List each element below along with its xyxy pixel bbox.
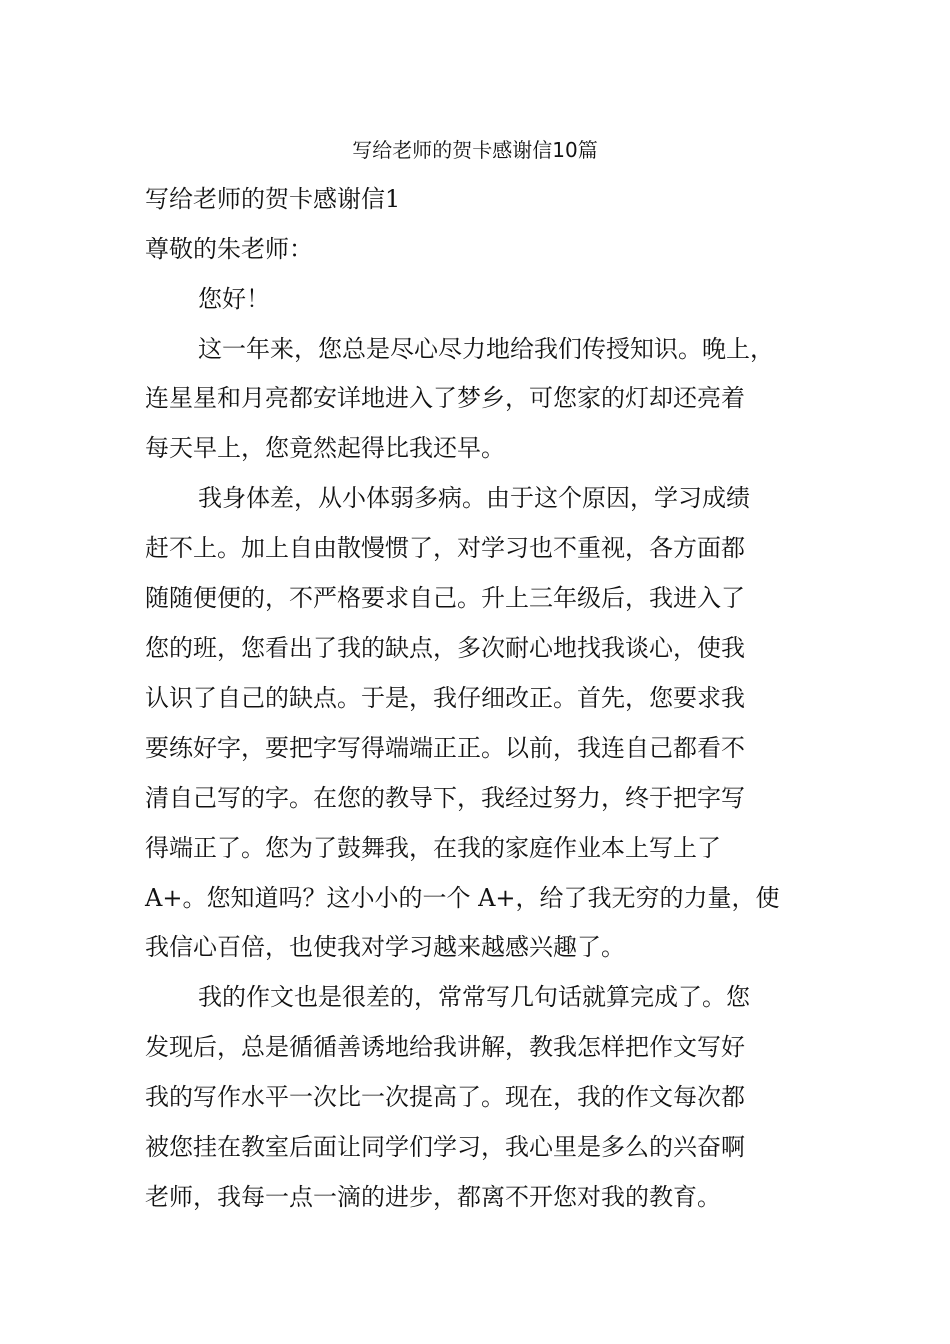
paragraph-line: 清自己写的字。在您的教导下，我经过努力，终于把字写: [145, 784, 745, 812]
salutation: 尊敬的朱老师：: [145, 235, 313, 263]
paragraph-line: 要练好字，要把字写得端端正正。以前，我连自己都看不: [145, 734, 745, 762]
paragraph-line: 连星星和月亮都安详地进入了梦乡，可您家的灯却还亮着: [145, 384, 745, 412]
paragraph-line: 我信心百倍，也使我对学习越来越感兴趣了。: [145, 933, 625, 961]
paragraph-line: 这一年来，您总是尽心尽力地给我们传授知识。晚上，: [198, 335, 774, 363]
paragraph-line: 被您挂在教室后面让同学们学习，我心里是多么的兴奋啊: [145, 1133, 745, 1161]
paragraph-line: 我的作文也是很差的，常常写几句话就算完成了。您: [198, 983, 750, 1011]
paragraph-line: 每天早上，您竟然起得比我还早。: [145, 434, 505, 462]
greeting: 您好！: [198, 285, 270, 313]
paragraph-line: 得端正了。您为了鼓舞我，在我的家庭作业本上写上了: [145, 834, 721, 862]
document-title: 写给老师的贺卡感谢信10篇: [352, 138, 598, 162]
document-subtitle: 写给老师的贺卡感谢信1: [145, 185, 401, 213]
paragraph-line: 您的班，您看出了我的缺点，多次耐心地找我谈心，使我: [145, 634, 745, 662]
paragraph-line: 认识了自己的缺点。于是，我仔细改正。首先，您要求我: [145, 684, 745, 712]
paragraph-line: 赶不上。加上自由散慢惯了，对学习也不重视，各方面都: [145, 534, 745, 562]
paragraph-line: 我的写作水平一次比一次提高了。现在，我的作文每次都: [145, 1083, 745, 1111]
paragraph-line: 我身体差，从小体弱多病。由于这个原因，学习成绩: [198, 484, 750, 512]
paragraph-line: 随随便便的，不严格要求自己。升上三年级后，我进入了: [145, 584, 745, 612]
paragraph-line: A+。您知道吗？这小小的一个 A+，给了我无穷的力量，使: [145, 884, 780, 912]
paragraph-line: 老师，我每一点一滴的进步，都离不开您对我的教育。: [145, 1183, 721, 1211]
paragraph-line: 发现后，总是循循善诱地给我讲解，教我怎样把作文写好: [145, 1033, 745, 1061]
